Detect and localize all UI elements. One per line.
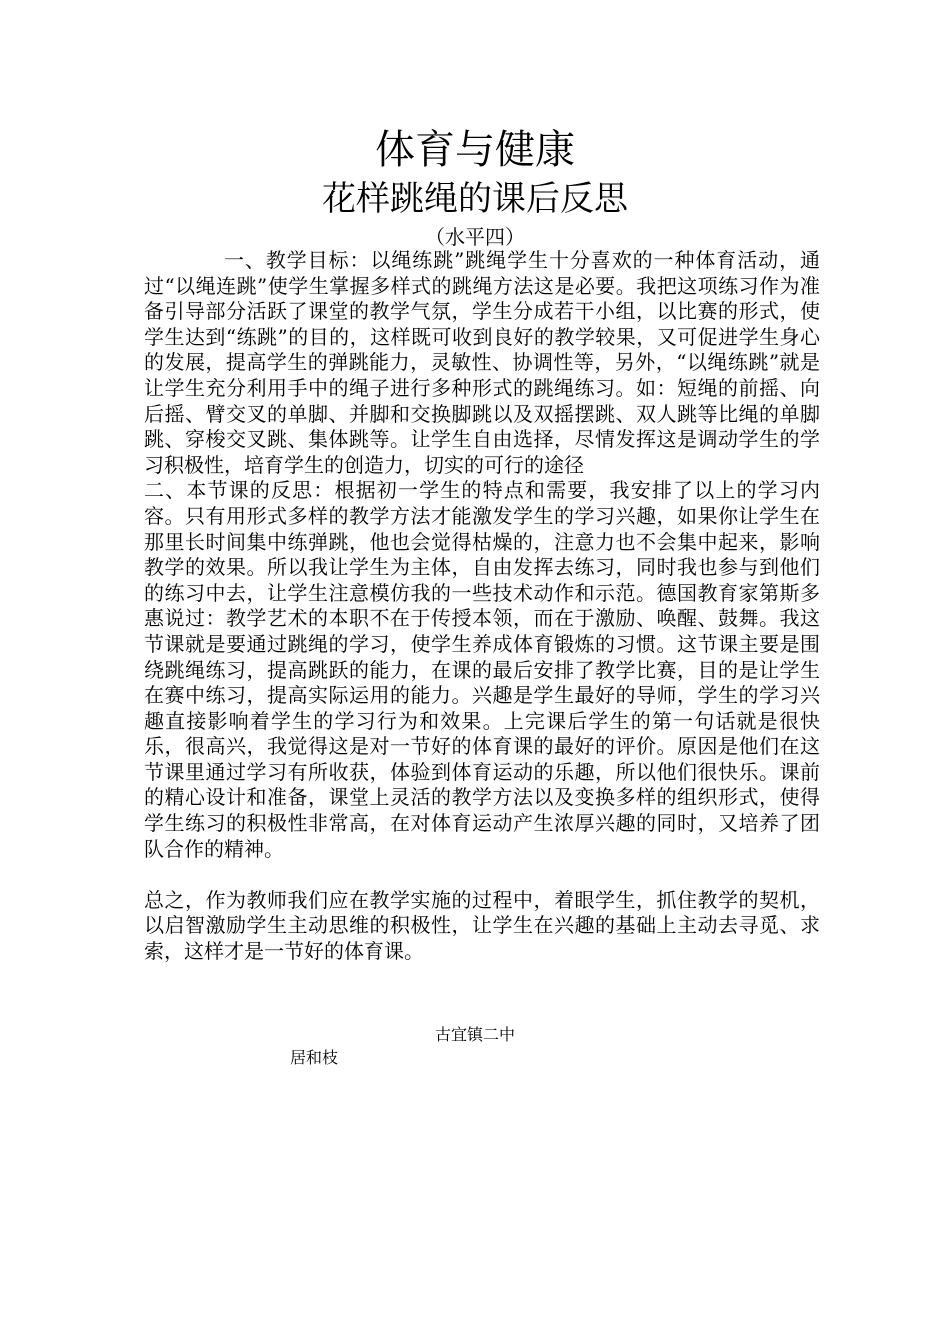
document-subtitle: 花样跳绳的课后反思 [322,179,628,219]
paragraph-teaching-goals: 一、教学目标：以绳练跳”跳绳学生十分喜欢的一种体育活动，通过“以绳连跳”使学生掌握多样式的跳绳方法这是必要。我把这项练习作为准备引导部分活跃了课堂的教学气氛，学生分成若干小组，以比赛的形式，使学生达到“练跳”的目的，这样既可收到良好的教学较果，又可促进学生身心的发展，提高学生的弹跳能力，灵敏性、协调性等，另外，“以绳练跳”就是让学生充分利用手中的绳子进行多种形式的跳绳练习。如：短绳的前摇、向后摇、臂交叉的单脚、并脚和交换脚跳以及双摇摆跳、双人跳等比绳的单脚跳、穿梭交叉跳、集体跳等。让学生自由选择，尽情发挥这是调动学生的学习积极性，培育学生的创造力，切实的可行的途径 [144,248,820,477]
school-name: 古宜镇二中 [434,1025,515,1044]
paragraph-spacer [144,862,820,888]
paragraph-conclusion: 总之，作为教师我们应在教学实施的过程中，着眼学生，抓住教学的契机，以启智激励学生主动思维的积极性，让学生在兴趣的基础上主动去寻觅、求索，这样才是一节好的体育课。 [144,887,820,964]
document-body [144,248,820,965]
level-label: （水平四） [425,225,525,249]
document-title: 体育与健康 [375,127,575,173]
author-name: 居和枝 [290,1048,339,1067]
paragraph-reflection: 二、本节课的反思：根据初一学生的特点和需要，我安排了以上的学习内容。只有用形式多样的教学方法才能激发学生的学习兴趣，如果你让学生在那里长时间集中练弹跳，他也会觉得枯燥的，注意力也不会集中起来，影响教学的效果。所以我让学生为主体，自由发挥去练习，同时我也参与到他们的练习中去，让学生注意模仿我的一些技术动作和示范。德国教育家第斯多惠说过：教学艺术的本职不在于传授本领，而在于激励、唤醒、鼓舞。我这节课就是要通过跳绳的学习，使学生养成体育锻炼的习惯。这节课主要是围绕跳绳练习，提高跳跃的能力，在课的最后安排了教学比赛，目的是让学生在赛中练习，提高实际运用的能力。兴趣是学生最好的导师，学生的学习兴趣直接影响着学生的学习行为和效果。上完课后学生的第一句话就是很快乐，很高兴，我觉得这是对一节好的体育课的最好的评价。原因是他们在这节课里通过学习有所收获，体验到体育运动的乐趣，所以他们很快乐。课前的精心设计和准备，课堂上灵活的教学方法以及变换多样的组织形式，使得学生练习的积极性非常高，在对体育运动产生浓厚兴趣的同时，又培养了团队合作的精神。 [144,478,820,861]
